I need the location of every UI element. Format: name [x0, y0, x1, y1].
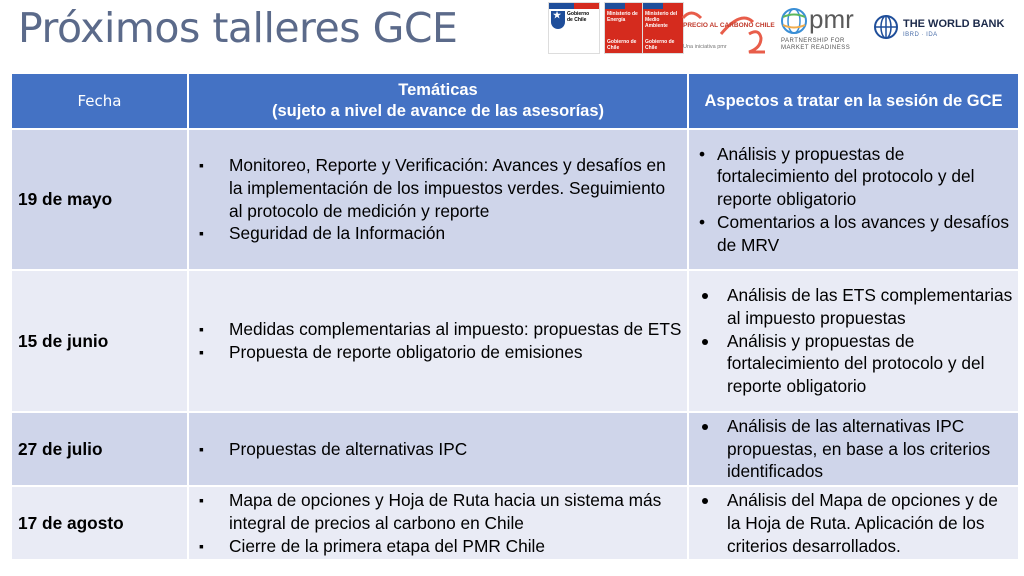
- world-bank-globe-icon: [873, 14, 899, 40]
- list-item: ▪ Seguridad de la Información: [195, 222, 683, 245]
- list-item: Análisis de las alternativas IPC propuestas, en base a los criterios identificados: [695, 415, 1014, 483]
- row-aspectos: [688, 270, 1019, 412]
- header-tematicas: Temáticas (sujeto a nivel de avance de las asesorías): [188, 73, 688, 129]
- row-tematicas: [188, 270, 688, 412]
- ministerio-medio-ambiente-logo: Ministerio del Medio Ambiente Gobierno de Chile: [642, 2, 684, 54]
- list-item: • Comentarios a los avances y desafíos de MRV: [695, 211, 1014, 256]
- row-date: 17 de agosto: [11, 486, 188, 560]
- gobierno-de-chile-logo: ★ Gobierno de Chile: [548, 2, 600, 54]
- table-row: [11, 486, 1019, 560]
- precio-al-carbono-logo: PRECIO AL CARBONO CHILE Una iniciativa pmr: [681, 4, 775, 56]
- list-item: Análisis del Mapa de opciones y de la Hoja de Ruta. Aplicación de los criterios desarrollados.: [695, 489, 1014, 557]
- list-item: ▪ Mapa de opciones y Hoja de Ruta hacia un sistema más integral de precios al carbono en Chile: [195, 489, 683, 534]
- row-tematicas: [188, 412, 688, 486]
- list-item: ▪ Propuesta de reporte obligatorio de emisiones: [195, 341, 683, 364]
- list-item: • Análisis y propuestas de fortalecimiento del protocolo y del reporte obligatorio: [695, 143, 1014, 211]
- table-row: [11, 270, 1019, 412]
- header-aspectos: Aspectos a tratar en la sesión de GCE: [688, 73, 1019, 129]
- list-item: ▪ Propuestas de alternativas IPC: [195, 438, 683, 461]
- list-item: Análisis y propuestas de fortalecimiento del protocolo y del reporte obligatorio: [695, 330, 1014, 398]
- table-header-row: [11, 73, 1019, 129]
- row-date: 27 de julio: [11, 412, 188, 486]
- chile-star-icon: [551, 11, 565, 29]
- row-date: 15 de junio: [11, 270, 188, 412]
- list-item: ▪ Monitoreo, Reporte y Verificación: Avances y desafíos en la implementación de los impuestos verdes. Seguimiento al protocolo de medición y reporte: [195, 154, 683, 222]
- logo-strip: [545, 0, 1024, 64]
- row-tematicas: [188, 129, 688, 270]
- row-aspectos: [688, 486, 1019, 560]
- row-aspectos: [688, 412, 1019, 486]
- pmr-logo: pmr PARTNERSHIP FOR MARKET READINESS: [781, 4, 854, 51]
- row-tematicas: [188, 486, 688, 560]
- workshop-schedule-table: [10, 72, 1020, 561]
- list-item: ▪ Medidas complementarias al impuesto: propuestas de ETS: [195, 318, 683, 341]
- ministerio-energia-logo: Ministerio de Energía Gobierno de Chile: [604, 2, 646, 54]
- table-row: [11, 412, 1019, 486]
- list-item: Análisis de las ETS complementarias al impuesto propuestas: [695, 284, 1014, 329]
- row-aspectos: [688, 129, 1019, 270]
- world-bank-logo: THE WORLD BANK IBRD · IDA: [873, 12, 1023, 52]
- pmr-globe-icon: [779, 6, 809, 36]
- list-item: ▪ Cierre de la primera etapa del PMR Chile: [195, 535, 683, 558]
- row-date: 19 de mayo: [11, 129, 188, 270]
- header-fecha: Fecha: [11, 73, 188, 129]
- slide-title: Próximos talleres GCE: [18, 4, 458, 52]
- table-row: [11, 129, 1019, 270]
